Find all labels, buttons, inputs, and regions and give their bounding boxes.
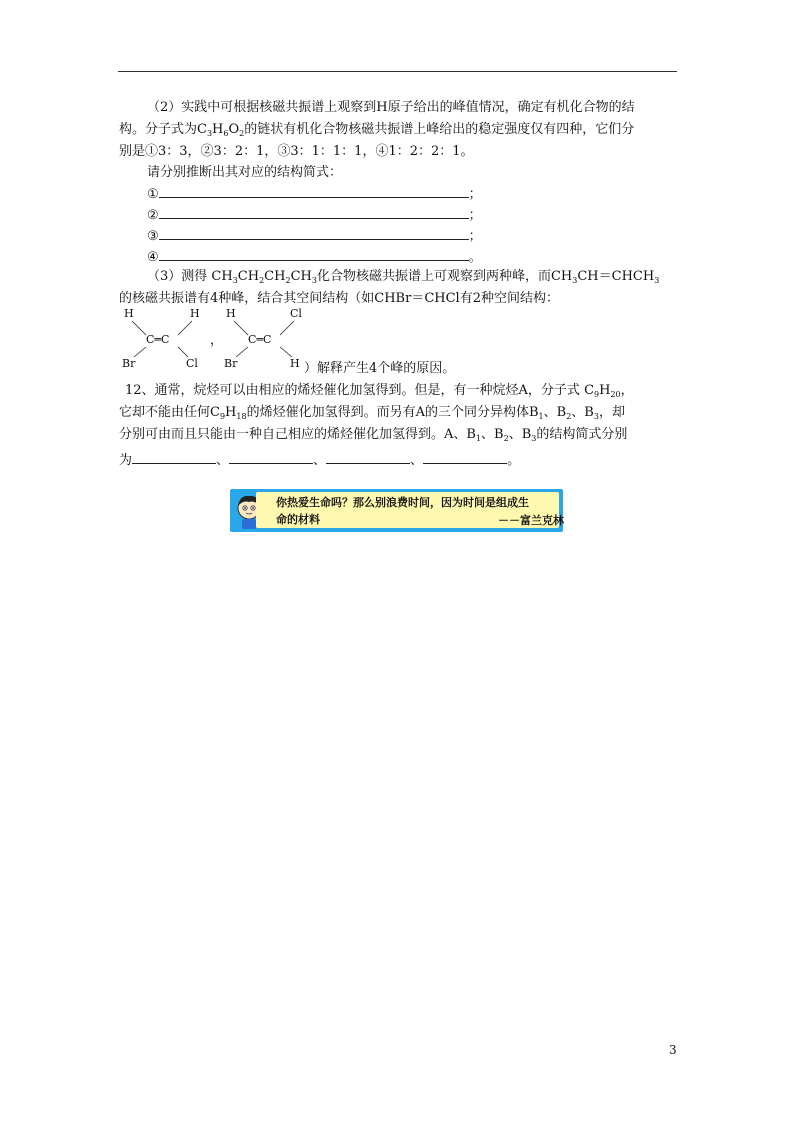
q12-answer-line[interactable]: 为 、 、 、 。 — [119, 450, 520, 471]
quote-panel — [256, 492, 564, 528]
answer-line-4[interactable]: ④ 。 — [147, 247, 482, 268]
molecule-separator: ， — [210, 333, 224, 348]
q2-line-1: （2）实践中可根据核磁共振谱上观察到H原子给出的峰值情况，确定有机化合物的结 — [147, 100, 635, 115]
q2-instruction: 请分别推断出其对应的结构简式： — [147, 165, 343, 180]
quote-author: －－富兰克林 — [498, 514, 564, 527]
header-rule — [118, 71, 677, 72]
molecule-trans: H Cl C═C Br H — [224, 307, 308, 369]
answer-line-2[interactable]: ② ； — [147, 205, 482, 226]
q2-line-2: 构。分子式为$C_3H_6O_2$的链状有机化合物核磁共振谱上峰给出的稳定强度仅有四种，它们分 — [119, 122, 635, 138]
q2-line-3: 别是①3：3，②3：2：1，③3：1：1：1，④1：2：2：1。 — [119, 144, 474, 159]
q12-line-3: 分别可由而且只能由一种自己相应的烯烃催化加氢得到。A、$B_1$、$B_2$、$B_3$的结构简式分别 — [119, 427, 628, 443]
q3-line-3: ）解释产生4个峰的原因。 — [304, 361, 456, 376]
molecule-cis: H H C═C Br Cl — [122, 307, 202, 369]
q3-line-1: （3）测得 $CH_3CH_2CH_2CH_3$化合物核磁共振谱上可观察到两种峰，而$CH_3CH=CHCH_3$ — [147, 269, 660, 285]
molecule-cis-bonds — [122, 307, 202, 369]
page-number: 3 — [669, 1043, 677, 1057]
quote-text: 你热爱生命吗？那么别浪费时间，因为时间是组成生 命的材料 — [276, 496, 529, 526]
molecule-trans-bonds — [224, 307, 308, 369]
answer-line-3[interactable]: ③ ； — [147, 226, 482, 247]
quote-banner — [230, 489, 563, 532]
q12-line-2: 它却不能由任何$C_9H_{18}$的烯烃催化加氢得到。而另有A的三个同分异构体$B_1$、$B_2$、$B_3$，却 — [119, 405, 625, 421]
q3-line-2: 的核磁共振谱有4种峰，结合其空间结构（如CHBr＝CHCl有2种空间结构： — [119, 291, 559, 306]
answer-line-1[interactable]: ① ； — [147, 184, 482, 205]
q12-line-1: 12、通常，烷烃可以由相应的烯烃催化加氢得到。但是，有一种烷烃A，分子式 $C_9H_{20}$， — [125, 383, 634, 399]
